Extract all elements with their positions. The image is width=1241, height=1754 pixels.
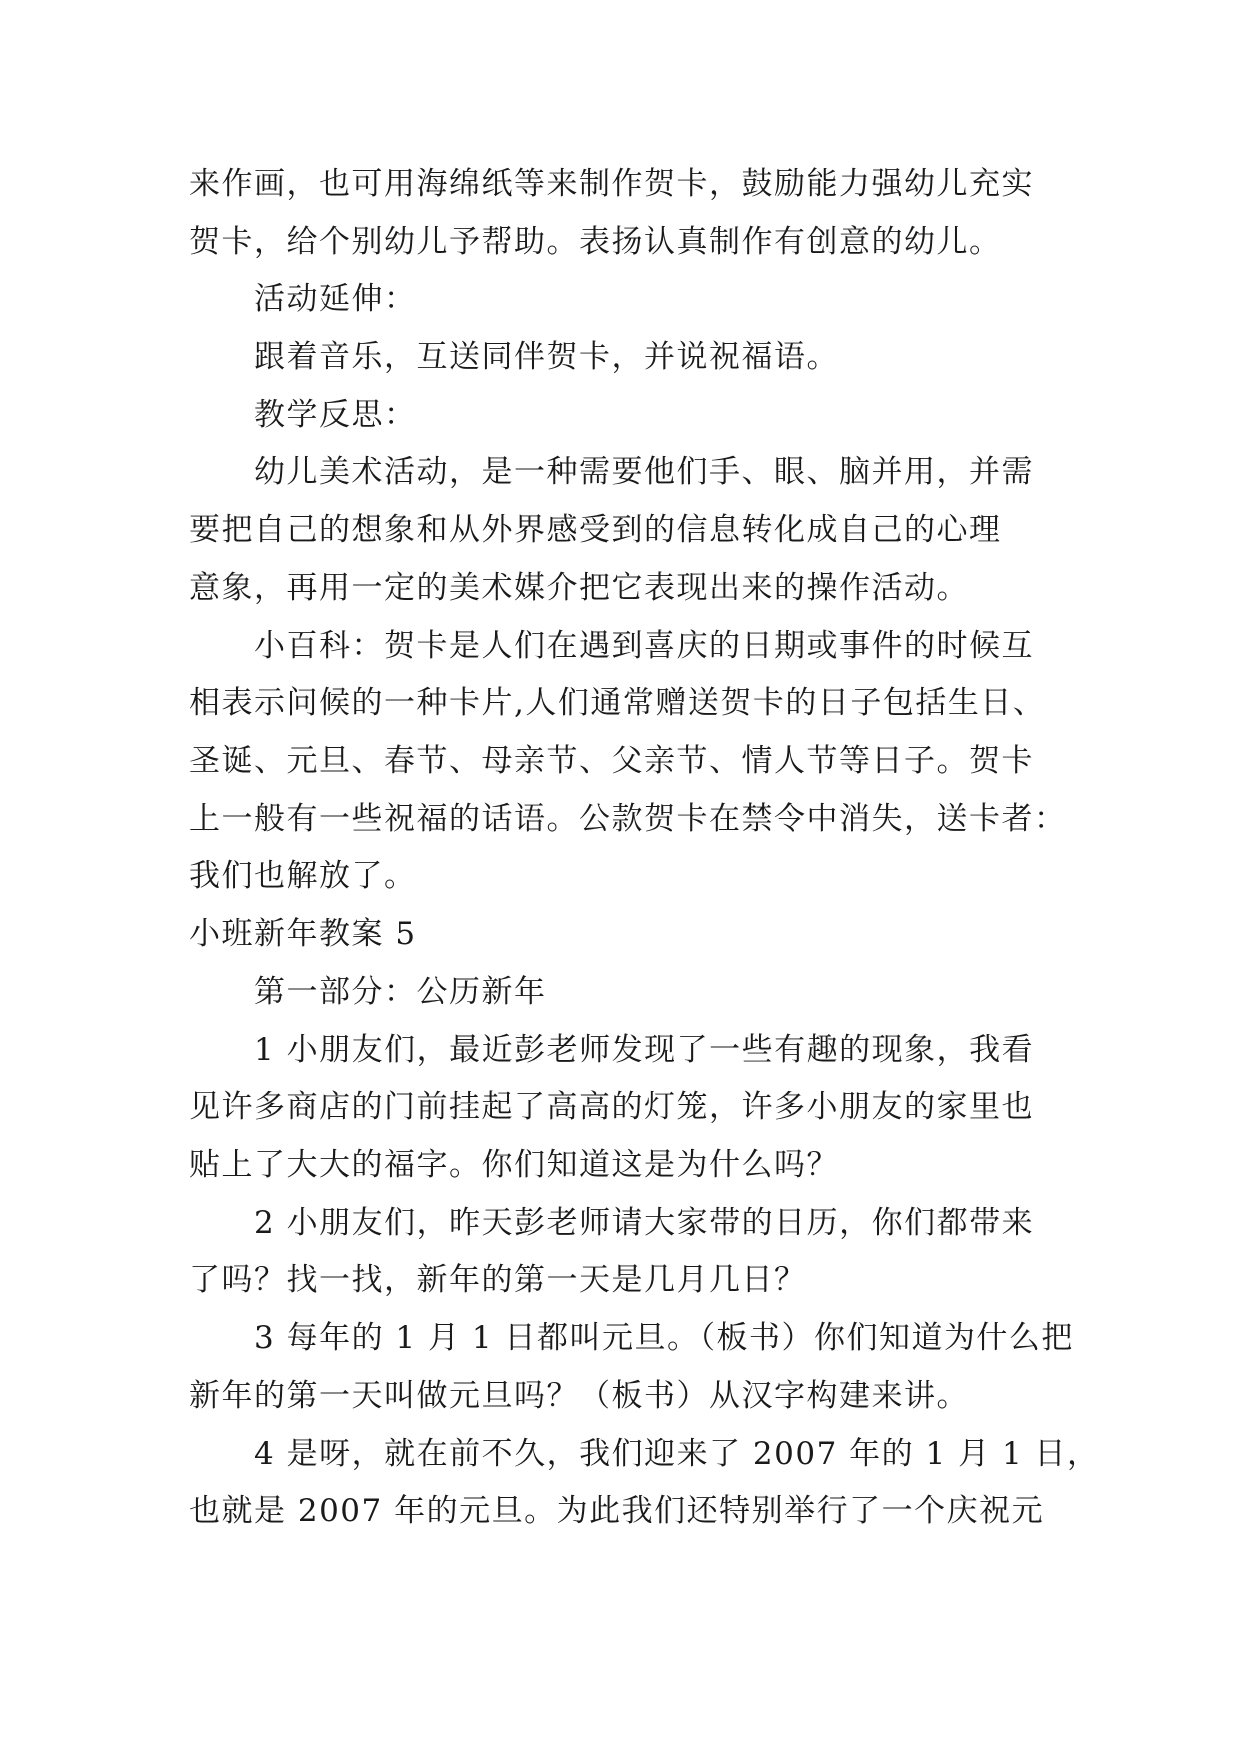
paragraph-line: 要把自己的想象和从外界感受到的信息转化成自己的心理 <box>189 512 1002 548</box>
paragraph-line: 上一般有一些祝福的话语。公款贺卡在禁令中消失，送卡者： <box>189 801 1067 837</box>
paragraph-line: 了吗？找一找，新年的第一天是几月几日？ <box>189 1262 807 1298</box>
paragraph-line: 也就是 2007 年的元旦。为此我们还特别举行了一个庆祝元 <box>189 1493 1045 1529</box>
paragraph-line: 3 每年的 1 月 1 日都叫元旦。（板书）你们知道为什么把 <box>254 1320 1074 1356</box>
paragraph-line: 小百科：贺卡是人们在遇到喜庆的日期或事件的时候互 <box>254 628 1034 664</box>
section-heading: 活动延伸： <box>254 281 417 317</box>
section-heading: 第一部分：公历新年 <box>254 974 547 1010</box>
paragraph-line: 来作画，也可用海绵纸等来制作贺卡，鼓励能力强幼儿充实 <box>189 166 1034 202</box>
paragraph-line: 幼儿美术活动，是一种需要他们手、眼、脑并用，并需 <box>254 454 1034 490</box>
paragraph-line: 2 小朋友们，昨天彭老师请大家带的日历，你们都带来 <box>254 1205 1035 1241</box>
paragraph-line: 圣诞、元旦、春节、母亲节、父亲节、情人节等日子。贺卡 <box>189 743 1034 779</box>
document-title: 小班新年教案 5 <box>189 916 417 952</box>
paragraph-line: 新年的第一天叫做元旦吗？（板书）从汉字构建来讲。 <box>189 1378 969 1414</box>
paragraph-line: 贴上了大大的福字。你们知道这是为什么吗？ <box>189 1147 839 1183</box>
paragraph-line: 我们也解放了。 <box>189 858 417 894</box>
paragraph-line: 意象，再用一定的美术媒介把它表现出来的操作活动。 <box>189 570 969 606</box>
paragraph-line: 4 是呀，就在前不久，我们迎来了 2007 年的 1 月 1 日， <box>254 1436 1100 1472</box>
section-heading: 教学反思： <box>254 397 417 433</box>
paragraph-line: 相表示问候的一种卡片,人们通常赠送贺卡的日子包括生日、 <box>189 685 1046 721</box>
paragraph-line: 贺卡，给个别幼儿予帮助。表扬认真制作有创意的幼儿。 <box>189 224 1002 260</box>
paragraph-line: 跟着音乐，互送同伴贺卡，并说祝福语。 <box>254 339 839 375</box>
paragraph-line: 1 小朋友们，最近彭老师发现了一些有趣的现象，我看 <box>254 1032 1035 1068</box>
paragraph-line: 见许多商店的门前挂起了高高的灯笼，许多小朋友的家里也 <box>189 1089 1034 1125</box>
